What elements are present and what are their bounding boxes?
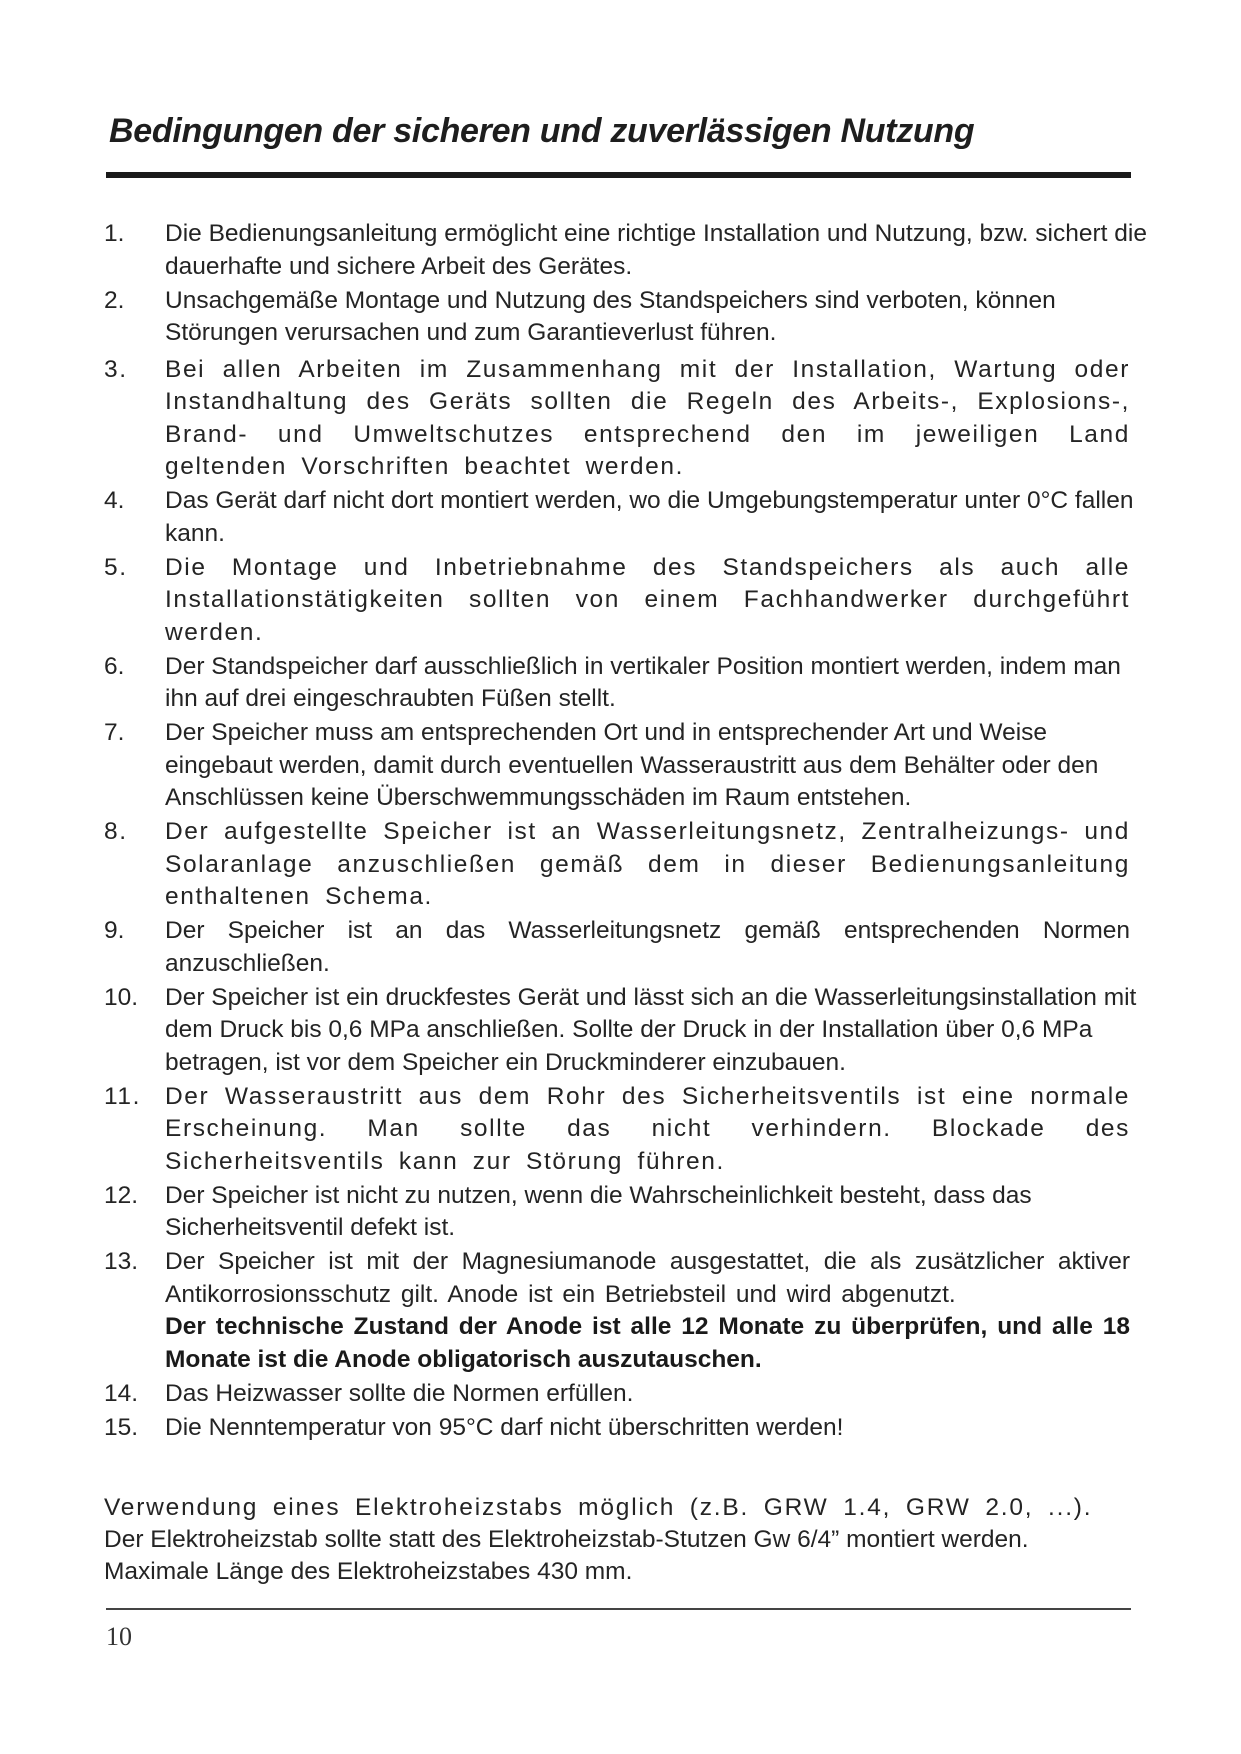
footer-divider — [106, 1608, 1131, 1610]
page-number: 10 — [106, 1622, 132, 1651]
item-number: 3. — [104, 355, 128, 383]
item-text: Der Speicher ist nicht zu nutzen, wenn die Wahrscheinlichkeit besteht, dass das Sicherheitsventil defekt ist. — [165, 1181, 1032, 1241]
item-number: 4. — [104, 487, 125, 514]
item-text: Der Speicher muss am entsprechenden Ort und in entsprechender Art und Weise eingebaut werden, damit durch eventuellen Wasseraustritt aus dem Behälter oder den Anschlüssen keine Überschwemmungsschäden im Raum entstehen. — [165, 719, 1099, 811]
item-text: Bei allen Arbeiten im Zusammenhang mit der Installation, Wartung oder Instandhaltung des Geräts sollten die Regeln des Arbeits-, Explosions-, Brand- und Umweltschutzes entsprechend den im jeweiligen Land geltenden Vorschriften beachtet werden. — [165, 355, 1130, 480]
item-text: Der aufgestellte Speicher ist an Wasserleitungsnetz, Zentralheizungs- und Solaranlage anzuschließen gemäß dem in dieser Bedienungsanleitung enthaltenen Schema. — [165, 818, 1130, 910]
item-number: 12. — [104, 1181, 139, 1209]
item-number: 10. — [104, 983, 139, 1011]
item-number: 15. — [104, 1413, 139, 1441]
anode-warning: Der technische Zustand der Anode ist alle 12 Monate zu überprüfen, und alle 18 Monate ist die Anode obligatorisch auszutauschen. — [165, 1313, 1130, 1373]
item-text: Die Bedienungsanleitung ermöglicht eine richtige Installation und Nutzung, bzw. sichert die dauerhafte und sichere Arbeit des Gerätes. — [165, 220, 1147, 280]
list-item — [104, 1378, 1154, 1411]
item-number: 14. — [104, 1379, 139, 1407]
note-line: Verwendung eines Elektroheizstabs möglich (z.B. GRW 1.4, GRW 2.0, ...). — [104, 1494, 1093, 1521]
list-item — [104, 1246, 1130, 1376]
list-item — [104, 1412, 1154, 1445]
list-item — [104, 816, 1130, 914]
list-item — [104, 982, 1154, 1080]
item-text: Der Speicher ist ein druckfestes Gerät und lässt sich an die Wasserleitungsinstallation mit dem Druck bis 0,6 MPa anschließen. Sollte der Druck in der Installation über 0,6 MPa betragen, ist vor dem Speicher ein Druckminderer einzubauen. — [165, 983, 1137, 1076]
item-number: 13. — [104, 1248, 139, 1275]
list-item — [104, 915, 1130, 980]
item-number: 9. — [104, 917, 125, 944]
list-item — [104, 285, 1154, 350]
list-item — [104, 218, 1154, 283]
item-text: Der Wasseraustritt aus dem Rohr des Sicherheitsventils ist eine normale Erscheinung. Man sollte das nicht verhindern. Blockade des Sicherheitsventils kann zur Störung führen. — [165, 1082, 1130, 1175]
item-number: 1. — [104, 220, 125, 247]
item-text: Der Speicher ist an das Wasserleitungsnetz gemäß entsprechenden Normen anzuschließen. — [165, 917, 1130, 977]
item-number: 6. — [104, 652, 125, 680]
heating-rod-note — [104, 1492, 1144, 1588]
item-number: 7. — [104, 719, 125, 746]
item-text: Das Gerät darf nicht dort montiert werden, wo die Umgebungstemperatur unter 0°C fallen kann. — [165, 487, 1134, 547]
item-text: Die Nenntemperatur von 95°C darf nicht überschritten werden! — [165, 1413, 844, 1441]
item-text: Der Speicher ist mit der Magnesiumanode ausgestattet, die als zusätzlicher aktiver Antikorrosionsschutz gilt. Anode ist ein Betriebsteil und wird abgenutzt. — [165, 1248, 1130, 1308]
list-item — [104, 485, 1154, 550]
item-number: 8. — [104, 818, 128, 845]
item-number: 5. — [104, 553, 128, 581]
note-line: Der Elektroheizstab sollte statt des Elektroheizstab-Stutzen Gw 6/4” montiert werden. — [104, 1526, 1029, 1553]
list-item — [104, 651, 1154, 716]
list-item — [104, 717, 1154, 815]
list-item — [104, 1081, 1130, 1179]
item-text: Das Heizwasser sollte die Normen erfüllen. — [165, 1379, 634, 1407]
item-text: Die Montage und Inbetriebnahme des Standspeichers als auch alle Installationstätigkeiten sollten von einem Fachhandwerker durchgeführt werden. — [165, 553, 1130, 646]
title-divider — [106, 172, 1131, 178]
list-item — [104, 1180, 1154, 1245]
page-title: Bedingungen der sicheren und zuverlässigen Nutzung — [109, 112, 975, 150]
list-item — [104, 354, 1130, 484]
note-line: Maximale Länge des Elektroheizstabes 430 mm. — [104, 1558, 633, 1585]
item-number: 2. — [104, 286, 125, 314]
list-item — [104, 552, 1130, 650]
item-text: Unsachgemäße Montage und Nutzung des Standspeichers sind verboten, können Störungen verursachen und zum Garantieverlust führen. — [165, 286, 1056, 346]
item-number: 11. — [104, 1082, 142, 1110]
item-text: Der Standspeicher darf ausschließlich in vertikaler Position montiert werden, indem man ihn auf drei eingeschraubten Füßen stellt. — [165, 652, 1121, 712]
conditions-list — [104, 218, 1154, 1446]
